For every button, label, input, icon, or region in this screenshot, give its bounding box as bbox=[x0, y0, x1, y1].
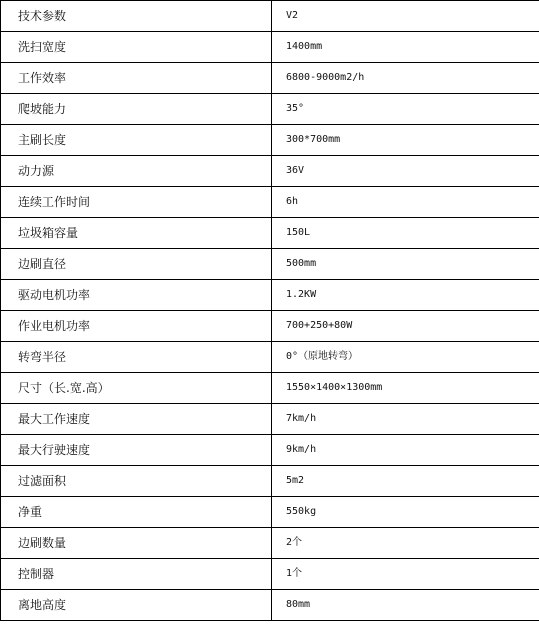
table-row bbox=[1, 373, 539, 404]
row-value: 9km/h bbox=[272, 435, 539, 466]
row-label: 转弯半径 bbox=[1, 342, 272, 373]
row-label: 边刷数量 bbox=[1, 528, 272, 559]
row-label: 净重 bbox=[1, 497, 272, 528]
row-label: 爬坡能力 bbox=[1, 94, 272, 125]
table-row bbox=[1, 590, 539, 621]
table-row bbox=[1, 497, 539, 528]
table-row bbox=[1, 218, 539, 249]
spec-table-body bbox=[1, 1, 539, 621]
row-value: 1400mm bbox=[272, 32, 539, 63]
table-row bbox=[1, 94, 539, 125]
row-value: 150L bbox=[272, 218, 539, 249]
row-label: 最大行驶速度 bbox=[1, 435, 272, 466]
table-row bbox=[1, 435, 539, 466]
row-value: 300*700mm bbox=[272, 125, 539, 156]
row-value: 36V bbox=[272, 156, 539, 187]
row-value: 5m2 bbox=[272, 466, 539, 497]
row-label: 控制器 bbox=[1, 559, 272, 590]
row-value: 500mm bbox=[272, 249, 539, 280]
row-value: 550kg bbox=[272, 497, 539, 528]
row-value: 6800-9000m2/h bbox=[272, 63, 539, 94]
table-row bbox=[1, 125, 539, 156]
row-label: 动力源 bbox=[1, 156, 272, 187]
table-row bbox=[1, 559, 539, 590]
table-row bbox=[1, 528, 539, 559]
row-label: 主刷长度 bbox=[1, 125, 272, 156]
table-row bbox=[1, 342, 539, 373]
row-value: 6h bbox=[272, 187, 539, 218]
table-row bbox=[1, 280, 539, 311]
table-row bbox=[1, 404, 539, 435]
row-label: 最大工作速度 bbox=[1, 404, 272, 435]
table-row bbox=[1, 63, 539, 94]
row-value: 2个 bbox=[272, 528, 539, 559]
row-label: 洗扫宽度 bbox=[1, 32, 272, 63]
row-label: 技术参数 bbox=[1, 1, 272, 32]
row-label: 垃圾箱容量 bbox=[1, 218, 272, 249]
table-row bbox=[1, 1, 539, 32]
table-row bbox=[1, 187, 539, 218]
row-label: 连续工作时间 bbox=[1, 187, 272, 218]
row-value: V2 bbox=[272, 1, 539, 32]
row-value: 1.2KW bbox=[272, 280, 539, 311]
row-value: 1个 bbox=[272, 559, 539, 590]
table-row bbox=[1, 311, 539, 342]
row-value: 0°（原地转弯） bbox=[272, 342, 539, 373]
table-row bbox=[1, 249, 539, 280]
row-value: 1550×1400×1300mm bbox=[272, 373, 539, 404]
row-label: 工作效率 bbox=[1, 63, 272, 94]
row-value: 700+250+80W bbox=[272, 311, 539, 342]
row-label: 驱动电机功率 bbox=[1, 280, 272, 311]
row-label: 尺寸（长.宽.高） bbox=[1, 373, 272, 404]
table-row bbox=[1, 32, 539, 63]
row-label: 过滤面积 bbox=[1, 466, 272, 497]
table-row bbox=[1, 466, 539, 497]
row-value: 7km/h bbox=[272, 404, 539, 435]
row-label: 边刷直径 bbox=[1, 249, 272, 280]
table-row bbox=[1, 156, 539, 187]
row-label: 作业电机功率 bbox=[1, 311, 272, 342]
row-value: 35° bbox=[272, 94, 539, 125]
row-value: 80mm bbox=[272, 590, 539, 621]
row-label: 离地高度 bbox=[1, 590, 272, 621]
